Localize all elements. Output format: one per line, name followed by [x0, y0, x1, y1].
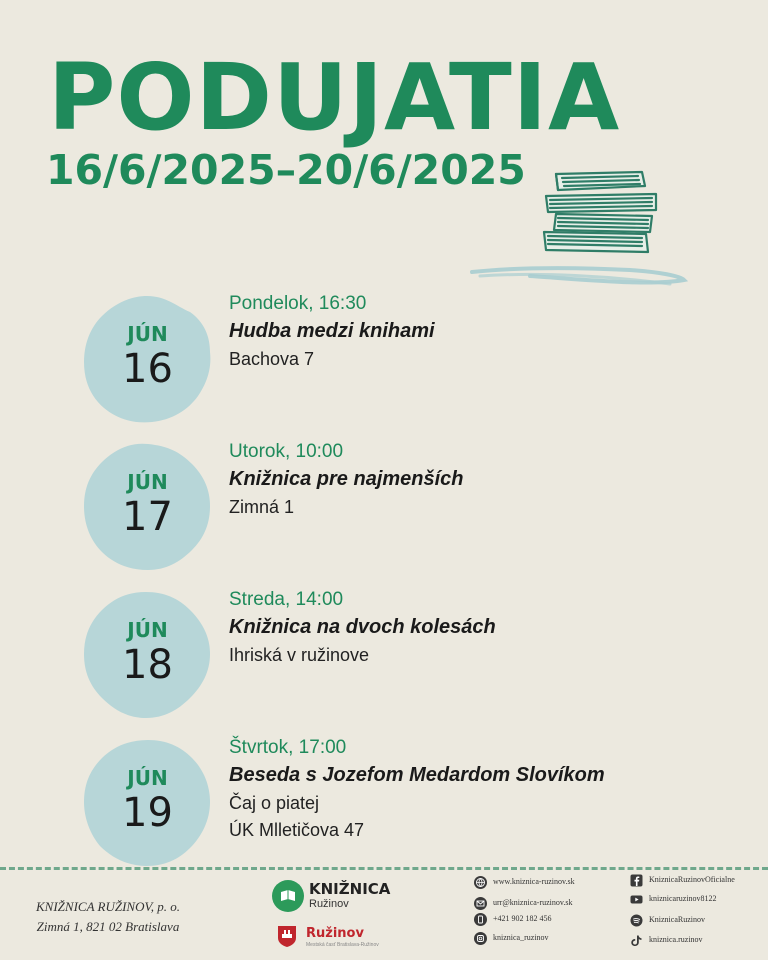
- tiktok-icon: [630, 934, 643, 947]
- event-name: Knižnica pre najmenších: [229, 468, 464, 490]
- book-logo-icon: [272, 880, 304, 912]
- logo-subtitle: Ružinov: [309, 898, 349, 910]
- library-info: [8, 897, 208, 937]
- spotify-icon: [630, 914, 643, 927]
- library-name: KNIŽNICA RUŽINOV, p. o.: [36, 899, 180, 914]
- event-time: Utorok, 10:00: [229, 441, 344, 462]
- event-time: Pondelok, 16:30: [229, 293, 367, 314]
- youtube-icon: [630, 893, 643, 906]
- date-range: 16/6/2025–20/6/2025: [46, 146, 526, 194]
- instagram-icon: [474, 932, 487, 945]
- event-time: Streda, 14:00: [229, 589, 344, 610]
- event-location-secondary: ÚK Mlletičova 47: [229, 820, 365, 840]
- event-month: JÚN: [127, 470, 168, 494]
- globe-icon: [474, 876, 487, 889]
- event-day: 17: [122, 494, 173, 540]
- event-details: [229, 736, 605, 844]
- event-day: 19: [122, 790, 173, 836]
- event-name: Hudba medzi knihami: [229, 320, 435, 342]
- event-item: [0, 736, 768, 876]
- event-location: Zimná 1: [229, 497, 295, 517]
- event-day: 18: [122, 642, 173, 688]
- date-badge: [80, 440, 215, 575]
- event-details: [229, 440, 464, 521]
- event-month: JÚN: [127, 322, 168, 346]
- event-location: Čaj o piatej: [229, 793, 320, 813]
- mail-icon: [474, 897, 487, 910]
- logo-subtitle: Mestská časť Bratislava-Ružinov: [306, 942, 379, 948]
- phone-icon: [474, 913, 487, 926]
- footer-divider: [0, 867, 768, 870]
- event-item: [0, 440, 768, 580]
- event-name: Knižnica na dvoch kolesách: [229, 616, 496, 638]
- coat-of-arms-icon: [276, 924, 298, 948]
- event-location: Bachova 7: [229, 349, 315, 369]
- logo-title: KNIŽNICA: [309, 880, 391, 898]
- event-details: [229, 292, 435, 373]
- library-address: Zimná 1, 821 02 Bratislava: [36, 919, 180, 934]
- event-day: 16: [122, 346, 173, 392]
- date-badge: [80, 292, 215, 427]
- page-title: PODUJATIA: [48, 44, 621, 151]
- event-month: JÚN: [127, 766, 168, 790]
- logo-title: Ružinov: [306, 926, 364, 941]
- event-item: [0, 588, 768, 728]
- event-month: JÚN: [127, 618, 168, 642]
- date-badge: [80, 588, 215, 723]
- event-details: [229, 588, 496, 669]
- event-name: Beseda s Jozefom Medardom Slovíkom: [229, 764, 605, 786]
- facebook-icon: [630, 874, 643, 887]
- date-badge: [80, 736, 215, 871]
- books-stack-illustration: [470, 168, 690, 303]
- event-time: Štvrtok, 17:00: [229, 737, 347, 758]
- event-item: [0, 292, 768, 432]
- event-location: Ihriská v ružinove: [229, 645, 370, 665]
